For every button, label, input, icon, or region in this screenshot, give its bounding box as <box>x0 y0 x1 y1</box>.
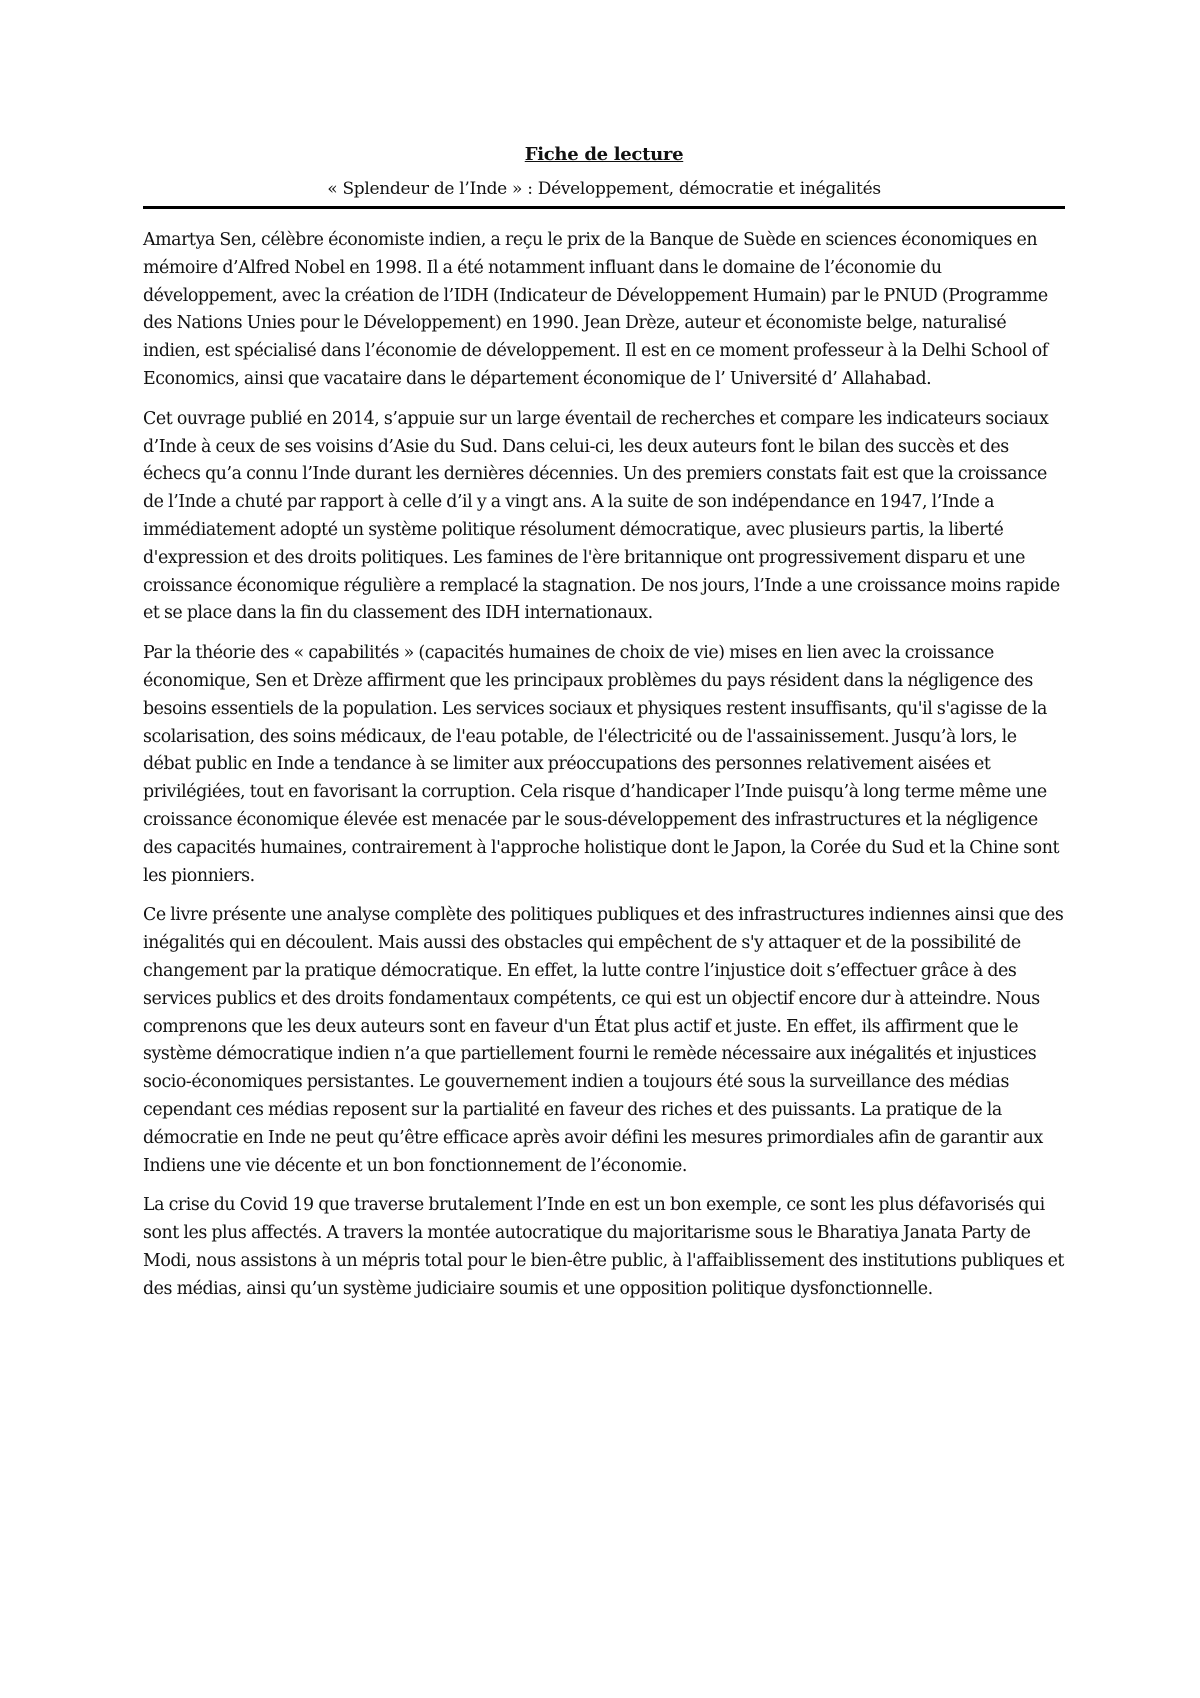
paragraph-capabilities: Par la théorie des « capabilités » (capacités humaines de choix de vie) mises en lien avec la croissance économique, Sen et Drèze affirment que les principaux problèmes du pays résident dans la négligence des besoins essentiels de la population. Les services sociaux et physiques restent insuffisants, qu'il s'agisse de la scolarisation, des soins médicaux, de l'eau potable, de l'électricité ou de l'assainissement. Jusqu’à lors, le débat public en Inde a tendance à se limiter aux préoccupations des personnes relativement aisées et privilégiées, tout en favorisant la corruption. Cela risque d’handicaper l’Inde puisqu’à long terme même une croissance économique élevée est menacée par le sous-développement des infrastructures et la négligence des capacités humaines, contrairement à l'approche holistique dont le Japon, la Corée du Sud et la Chine sont les pionniers. <box>143 643 1059 886</box>
paragraph-covid: La crise du Covid 19 que traverse brutalement l’Inde en est un bon exemple, ce sont les plus défavorisés qui sont les plus affectés. A travers la montée autocratique du majoritarisme sous le Bharatiya Janata Party de Modi, nous assistons à un mépris total pour le bien-être public, à l'affaiblissement des institutions publiques et des médias, ainsi qu’un système judiciaire soumis et une opposition politique dysfonctionnelle. <box>143 1195 1064 1299</box>
document-body <box>143 141 1065 1315</box>
document-subtitle: « Splendeur de l’Inde » : Développement, démocratie et inégalités <box>143 176 1065 209</box>
paragraph-list <box>143 227 1065 1303</box>
paragraph-overview: Cet ouvrage publié en 2014, s’appuie sur un large éventail de recherches et compare les indicateurs sociaux d’Inde à ceux de ses voisins d’Asie du Sud. Dans celui-ci, les deux auteurs font le bilan des succès et des échecs qu’a connu l’Inde durant les dernières décennies. Un des premiers constats fait est que la croissance de l’Inde a chuté par rapport à celle d’il y a vingt ans. A la suite de son indépendance en 1947, l’Inde a immédiatement adopté un système politique résolument démocratique, avec plusieurs partis, la liberté d'expression et des droits politiques. Les famines de l'ère britannique ont progressivement disparu et une croissance économique régulière a remplacé la stagnation. De nos jours, l’Inde a une croissance moins rapide et se place dans la fin du classement des IDH internationaux. <box>143 408 1060 624</box>
document-title: Fiche de lecture <box>524 144 684 165</box>
paragraph-analysis: Ce livre présente une analyse complète des politiques publiques et des infrastructures indiennes ainsi que des inégalités qui en découlent. Mais aussi des obstacles qui empêchent de s'y attaquer et de la possibilité de changement par la pratique démocratique. En effet, la lutte contre l’injustice doit s’effectuer grâce à des services publics et des droits fondamentaux compétents, ce qui est un objectif encore dur à atteindre. Nous comprenons que les deux auteurs sont en faveur d'un État plus actif et juste. En effet, ils affirment que le système démocratique indien n’a que partiellement fourni le remède nécessaire aux inégalités et injustices socio-économiques persistantes. Le gouvernement indien a toujours été sous la surveillance des médias cependant ces médias reposent sur la partialité en faveur des riches et des puissants. La pratique de la démocratie en Inde ne peut qu’être efficace après avoir défini les mesures primordiales afin de garantir aux Indiens une vie décente et un bon fonctionnement de l’économie. <box>143 905 1064 1176</box>
paragraph-authors: Amartya Sen, célèbre économiste indien, a reçu le prix de la Banque de Suède en sciences économiques en mémoire d’Alfred Nobel en 1998. Il a été notamment influant dans le domaine de l’économie du développement, avec la création de l’IDH (Indicateur de Développement Humain) par le PNUD (Programme des Nations Unies pour le Développement) en 1990. Jean Drèze, auteur et économiste belge, naturalisé indien, est spécialisé dans l’économie de développement. Il est en ce moment professeur à la Delhi School of Economics, ainsi que vacataire dans le département économique de l’ Université d’ Allahabad. <box>143 230 1048 389</box>
